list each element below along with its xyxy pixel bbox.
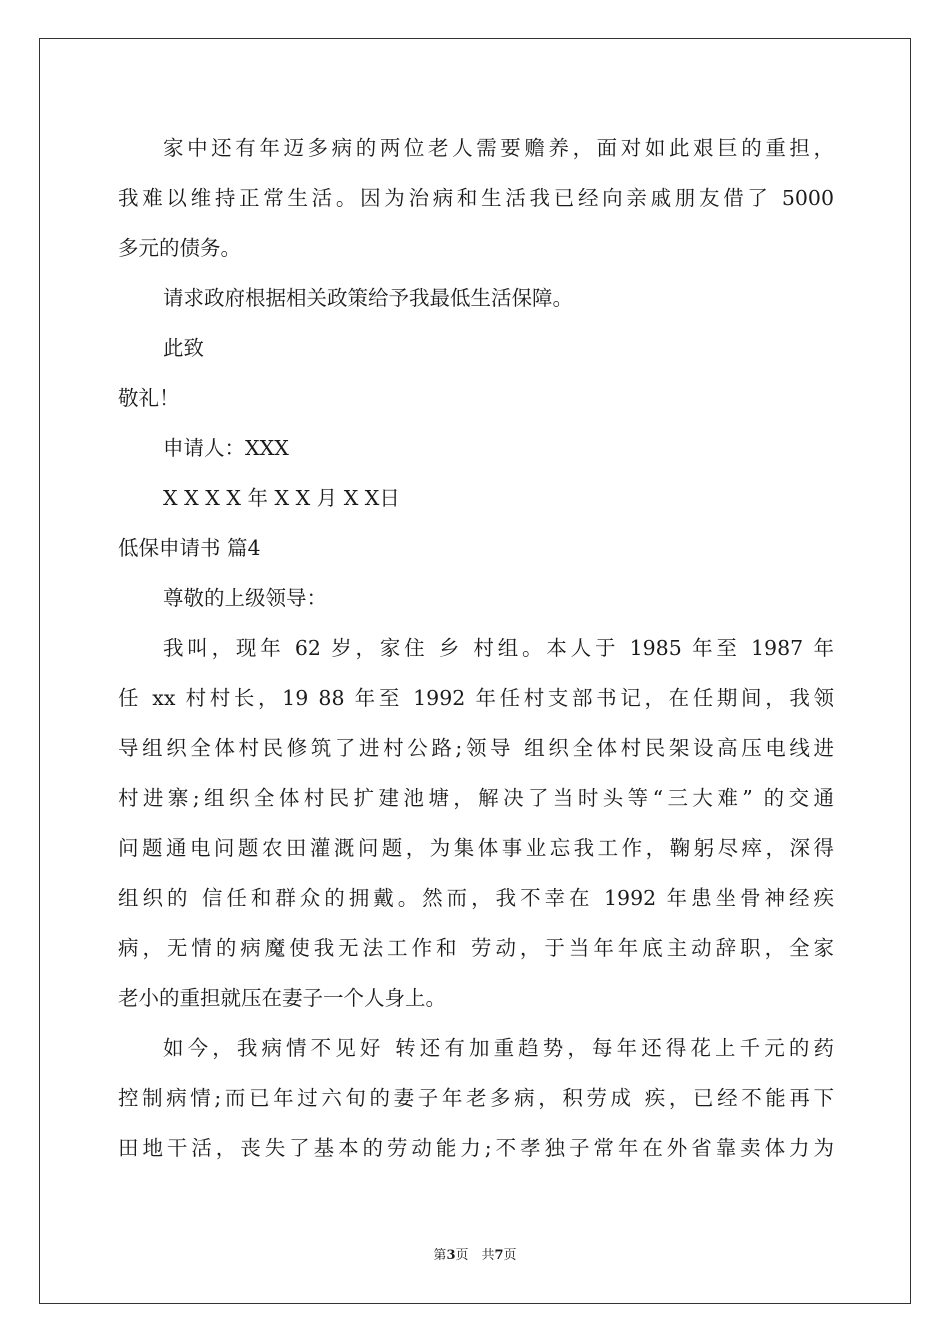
applicant-line: 申请人：XXX xyxy=(163,436,289,460)
section-heading: 低保申请书 篇4 xyxy=(118,536,261,560)
salutation-line: 尊敬的上级领导： xyxy=(163,586,327,610)
text-line: 敬礼！ xyxy=(118,386,180,410)
text-line: 请求政府根据相关政策给予我最低生活保障。 xyxy=(163,286,573,310)
text-line: 组织的 信任和群众的拥戴。然而，我不幸在 1992 年患坐骨神经疾 xyxy=(118,886,834,910)
text-line: 田地干活，丧失了基本的劳动能力;不孝独子常年在外省靠卖体力为 xyxy=(118,1136,834,1160)
text-line: 问题通电问题农田灌溉问题，为集体事业忘我工作，鞠躬尽瘁，深得 xyxy=(118,836,834,860)
footer-prefix: 第 xyxy=(433,1248,447,1263)
text-line: 控制病情;而已年过六旬的妻子年老多病，积劳成 疾，已经不能再下 xyxy=(118,1086,834,1110)
text-line: 我难以维持正常生活。因为治病和生活我已经向亲戚朋友借了 5000 xyxy=(118,186,834,210)
text-line: 老小的重担就压在妻子一个人身上。 xyxy=(118,986,446,1010)
text-line: 多元的债务。 xyxy=(118,236,241,260)
footer-page-current: 3 xyxy=(446,1248,456,1263)
footer-mid: 页 共 xyxy=(455,1248,495,1263)
date-line: X X X X 年 X X 月 X X日 xyxy=(163,486,400,510)
text-line: 病，无情的病魔使我无法工作和 劳动，于当年年底主动辞职，全家 xyxy=(118,936,834,960)
text-line: 我叫，现年 62 岁，家住 乡 村组。本人于 1985 年至 1987 年 xyxy=(163,636,834,660)
footer-suffix: 页 xyxy=(503,1248,517,1263)
text-line: 此致 xyxy=(163,336,204,360)
text-line: 导组织全体村民修筑了进村公路;领导 组织全体村民架设高压电线进 xyxy=(118,736,834,760)
footer-page-total: 7 xyxy=(494,1248,504,1263)
page-footer xyxy=(0,1247,950,1265)
text-line: 如今，我病情不见好 转还有加重趋势，每年还得花上千元的药 xyxy=(163,1036,834,1060)
page-border xyxy=(39,38,911,1304)
text-line: 任 xx 村村长，19 88 年至 1992 年任村支部书记，在任期间，我领 xyxy=(118,686,834,710)
text-line: 家中还有年迈多病的两位老人需要赡养，面对如此艰巨的重担， xyxy=(163,136,834,160)
text-line: 村进寨;组织全体村民扩建池塘，解决了当时头等“三大难” 的交通 xyxy=(118,786,834,810)
